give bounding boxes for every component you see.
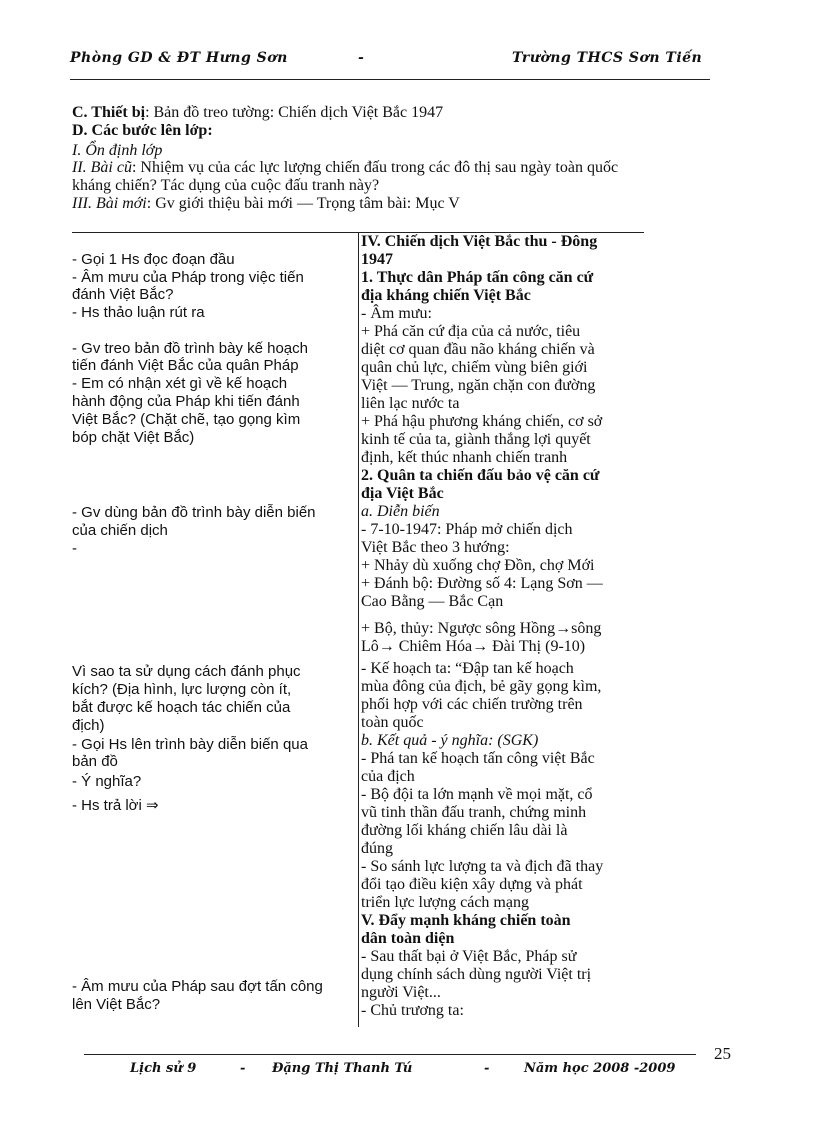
content-line: đường lối kháng chiến lâu dài là — [361, 822, 568, 839]
section-ii-question-cont: kháng chiến? Tác dụng của cuộc đấu tranh này? — [72, 177, 380, 194]
footer-separator: - — [484, 1061, 490, 1076]
developments-heading: a. Diễn biến — [361, 503, 440, 520]
header-school-office: Phòng GD & ĐT Hưng Sơn — [70, 50, 288, 66]
content-line: - Sau thất bại ở Việt Bắc, Pháp sử — [361, 948, 577, 965]
content-line: mùa đông của địch, bẻ gãy gọng kìm, — [361, 678, 602, 695]
content-line: - Kế hoạch ta: “Đập tan kế hoạch — [361, 660, 574, 677]
activity-line: tiến đánh Việt Bắc của quân Pháp — [72, 357, 299, 374]
activity-line: - Âm mưu của Pháp trong việc tiến — [72, 269, 304, 286]
content-line: Việt — Trung, ngăn chặn con đường — [361, 377, 596, 394]
content-line: liên lạc nước ta — [361, 395, 460, 412]
content-line: + Nhảy dù xuống chợ Đồn, chợ Mới — [361, 557, 595, 574]
content-line: + Phá hậu phương kháng chiến, cơ sở — [361, 413, 603, 430]
footer-subject: Lịch sử 9 — [130, 1061, 197, 1076]
content-line: vũ tinh thần đấu tranh, chứng minh — [361, 804, 587, 821]
activity-line: - Ý nghĩa? — [72, 773, 142, 790]
content-line: của địch — [361, 768, 415, 785]
content-line: dụng chính sách dùng người Việt trị — [361, 966, 592, 983]
content-line: đổi tạo điều kiện xây dựng và phát — [361, 876, 583, 893]
column-divider — [358, 232, 359, 1027]
content-line: kinh tế của ta, giành thắng lợi quyết — [361, 431, 591, 448]
activity-line: đánh Việt Bắc? — [72, 286, 174, 303]
activity-line: Vì sao ta sử dụng cách đánh phục — [72, 663, 301, 680]
activity-line: - Gọi 1 Hs đọc đoạn đầu — [72, 251, 235, 268]
content-line: - Phá tan kế hoạch tấn công việt Bắc — [361, 750, 595, 767]
activity-line: lên Việt Bắc? — [72, 996, 161, 1013]
content-line: đúng — [361, 840, 393, 857]
activity-line: - Em có nhận xét gì về kế hoạch — [72, 375, 288, 392]
section-c-label: C. Thiết bị — [72, 104, 146, 121]
content-line: - Bộ đội ta lớn mạnh về mọi mặt, cổ — [361, 786, 593, 803]
activity-line: hành động của Pháp khi tiến đánh — [72, 393, 300, 410]
section-iii-new-lesson — [72, 195, 460, 213]
section-iv-title-cont: 1947 — [361, 251, 393, 268]
content-line: người Việt... — [361, 984, 441, 1001]
activity-line: bóp chặt Việt Bắc) — [72, 429, 195, 446]
header-rule — [70, 79, 710, 80]
subsection-2-title: 2. Quân ta chiến đấu bảo vệ căn cứ — [361, 467, 600, 484]
section-ii-text: : Nhiệm vụ của các lực lượng chiến đấu trong các đô thị sau ngày toàn quốc — [131, 159, 619, 176]
content-line: diệt cơ quan đầu não kháng chiến và — [361, 341, 595, 358]
section-c-equipment — [72, 104, 443, 122]
content-line: phối hợp với các chiến trường trên — [361, 696, 583, 713]
results-heading: b. Kết quả - ý nghĩa: (SGK) — [361, 732, 539, 749]
content-line: Cao Bằng — Bắc Cạn — [361, 593, 504, 610]
content-line: quân chủ lực, chiếm vùng biên giới — [361, 359, 588, 376]
activity-line: - — [72, 540, 77, 557]
section-v-title-cont: dân toàn diện — [361, 930, 455, 947]
subsection-1-title: 1. Thực dân Pháp tấn công căn cứ — [361, 269, 594, 286]
activity-line: Việt Bắc? (Chặt chẽ, tạo gọng kìm — [72, 411, 301, 428]
content-line: định, kết thúc nhanh chiến tranh — [361, 449, 568, 466]
section-iv-title: IV. Chiến dịch Việt Bắc thu - Đông — [361, 233, 598, 250]
content-line: + Phá căn cứ địa của cả nước, tiêu — [361, 323, 581, 340]
activity-line: - Gv dùng bản đồ trình bày diễn biến — [72, 504, 316, 521]
activity-line: địch) — [72, 717, 105, 734]
subsection-2-title-cont: địa Việt Bắc — [361, 485, 444, 502]
activity-line: bắt được kế hoạch tác chiến của — [72, 699, 291, 716]
activity-line: - Hs trả lời ⇒ — [72, 797, 159, 814]
content-line: - So sánh lực lượng ta và địch đã thay — [361, 858, 604, 875]
footer-teacher: Đặng Thị Thanh Tú — [272, 1061, 413, 1076]
footer-school-year: Năm học 2008 -2009 — [524, 1061, 676, 1076]
section-ii-label: II. Bài cũ — [72, 159, 132, 176]
header-school-name: Trường THCS Sơn Tiến — [512, 50, 703, 66]
content-line: - Chủ trương ta: — [361, 1002, 464, 1019]
section-ii-question — [72, 159, 618, 177]
content-line: + Đánh bộ: Đường số 4: Lạng Sơn — — [361, 575, 603, 592]
content-line: toàn quốc — [361, 714, 424, 731]
section-d-title: D. Các bước lên lớp: — [72, 122, 213, 139]
content-line: Lô→ Chiêm Hóa→ Đài Thị (9-10) — [361, 638, 586, 655]
header-separator: - — [358, 50, 365, 66]
footer-rule — [84, 1054, 696, 1055]
subsection-1-title-cont: địa kháng chiến Việt Bắc — [361, 287, 531, 304]
content-line: - Âm mưu: — [361, 305, 432, 322]
activity-line: bản đồ — [72, 753, 118, 770]
activity-line: - Hs thảo luận rút ra — [72, 304, 205, 321]
activity-line: của chiến dịch — [72, 522, 168, 539]
activity-line: - Gọi Hs lên trình bày diễn biến qua — [72, 736, 308, 753]
section-iii-label: III. Bài mới — [72, 195, 147, 212]
content-line: - 7-10-1947: Pháp mở chiến dịch — [361, 521, 573, 538]
activity-line: kích? (Địa hình, lực lượng còn ít, — [72, 681, 292, 698]
footer-separator: - — [240, 1061, 246, 1076]
page-number: 25 — [714, 1044, 731, 1063]
content-line: + Bộ, thủy: Ngược sông Hồng→sông — [361, 620, 602, 637]
content-line: Việt Bắc theo 3 hướng: — [361, 539, 510, 556]
section-v-title: V. Đẩy mạnh kháng chiến toàn — [361, 912, 571, 929]
activity-line: - Âm mưu của Pháp sau đợt tấn công — [72, 978, 323, 995]
section-iii-text: : Gv giới thiệu bài mới — Trọng tâm bài: Mục V — [146, 195, 460, 212]
content-line: triển lực lượng cách mạng — [361, 894, 529, 911]
section-i-title: I. Ổn định lớp — [72, 142, 163, 159]
section-c-text: : Bản đồ treo tường: Chiến dịch Việt Bắc 1947 — [145, 104, 444, 121]
activity-line: - Gv treo bản đồ trình bày kế hoạch — [72, 340, 308, 357]
